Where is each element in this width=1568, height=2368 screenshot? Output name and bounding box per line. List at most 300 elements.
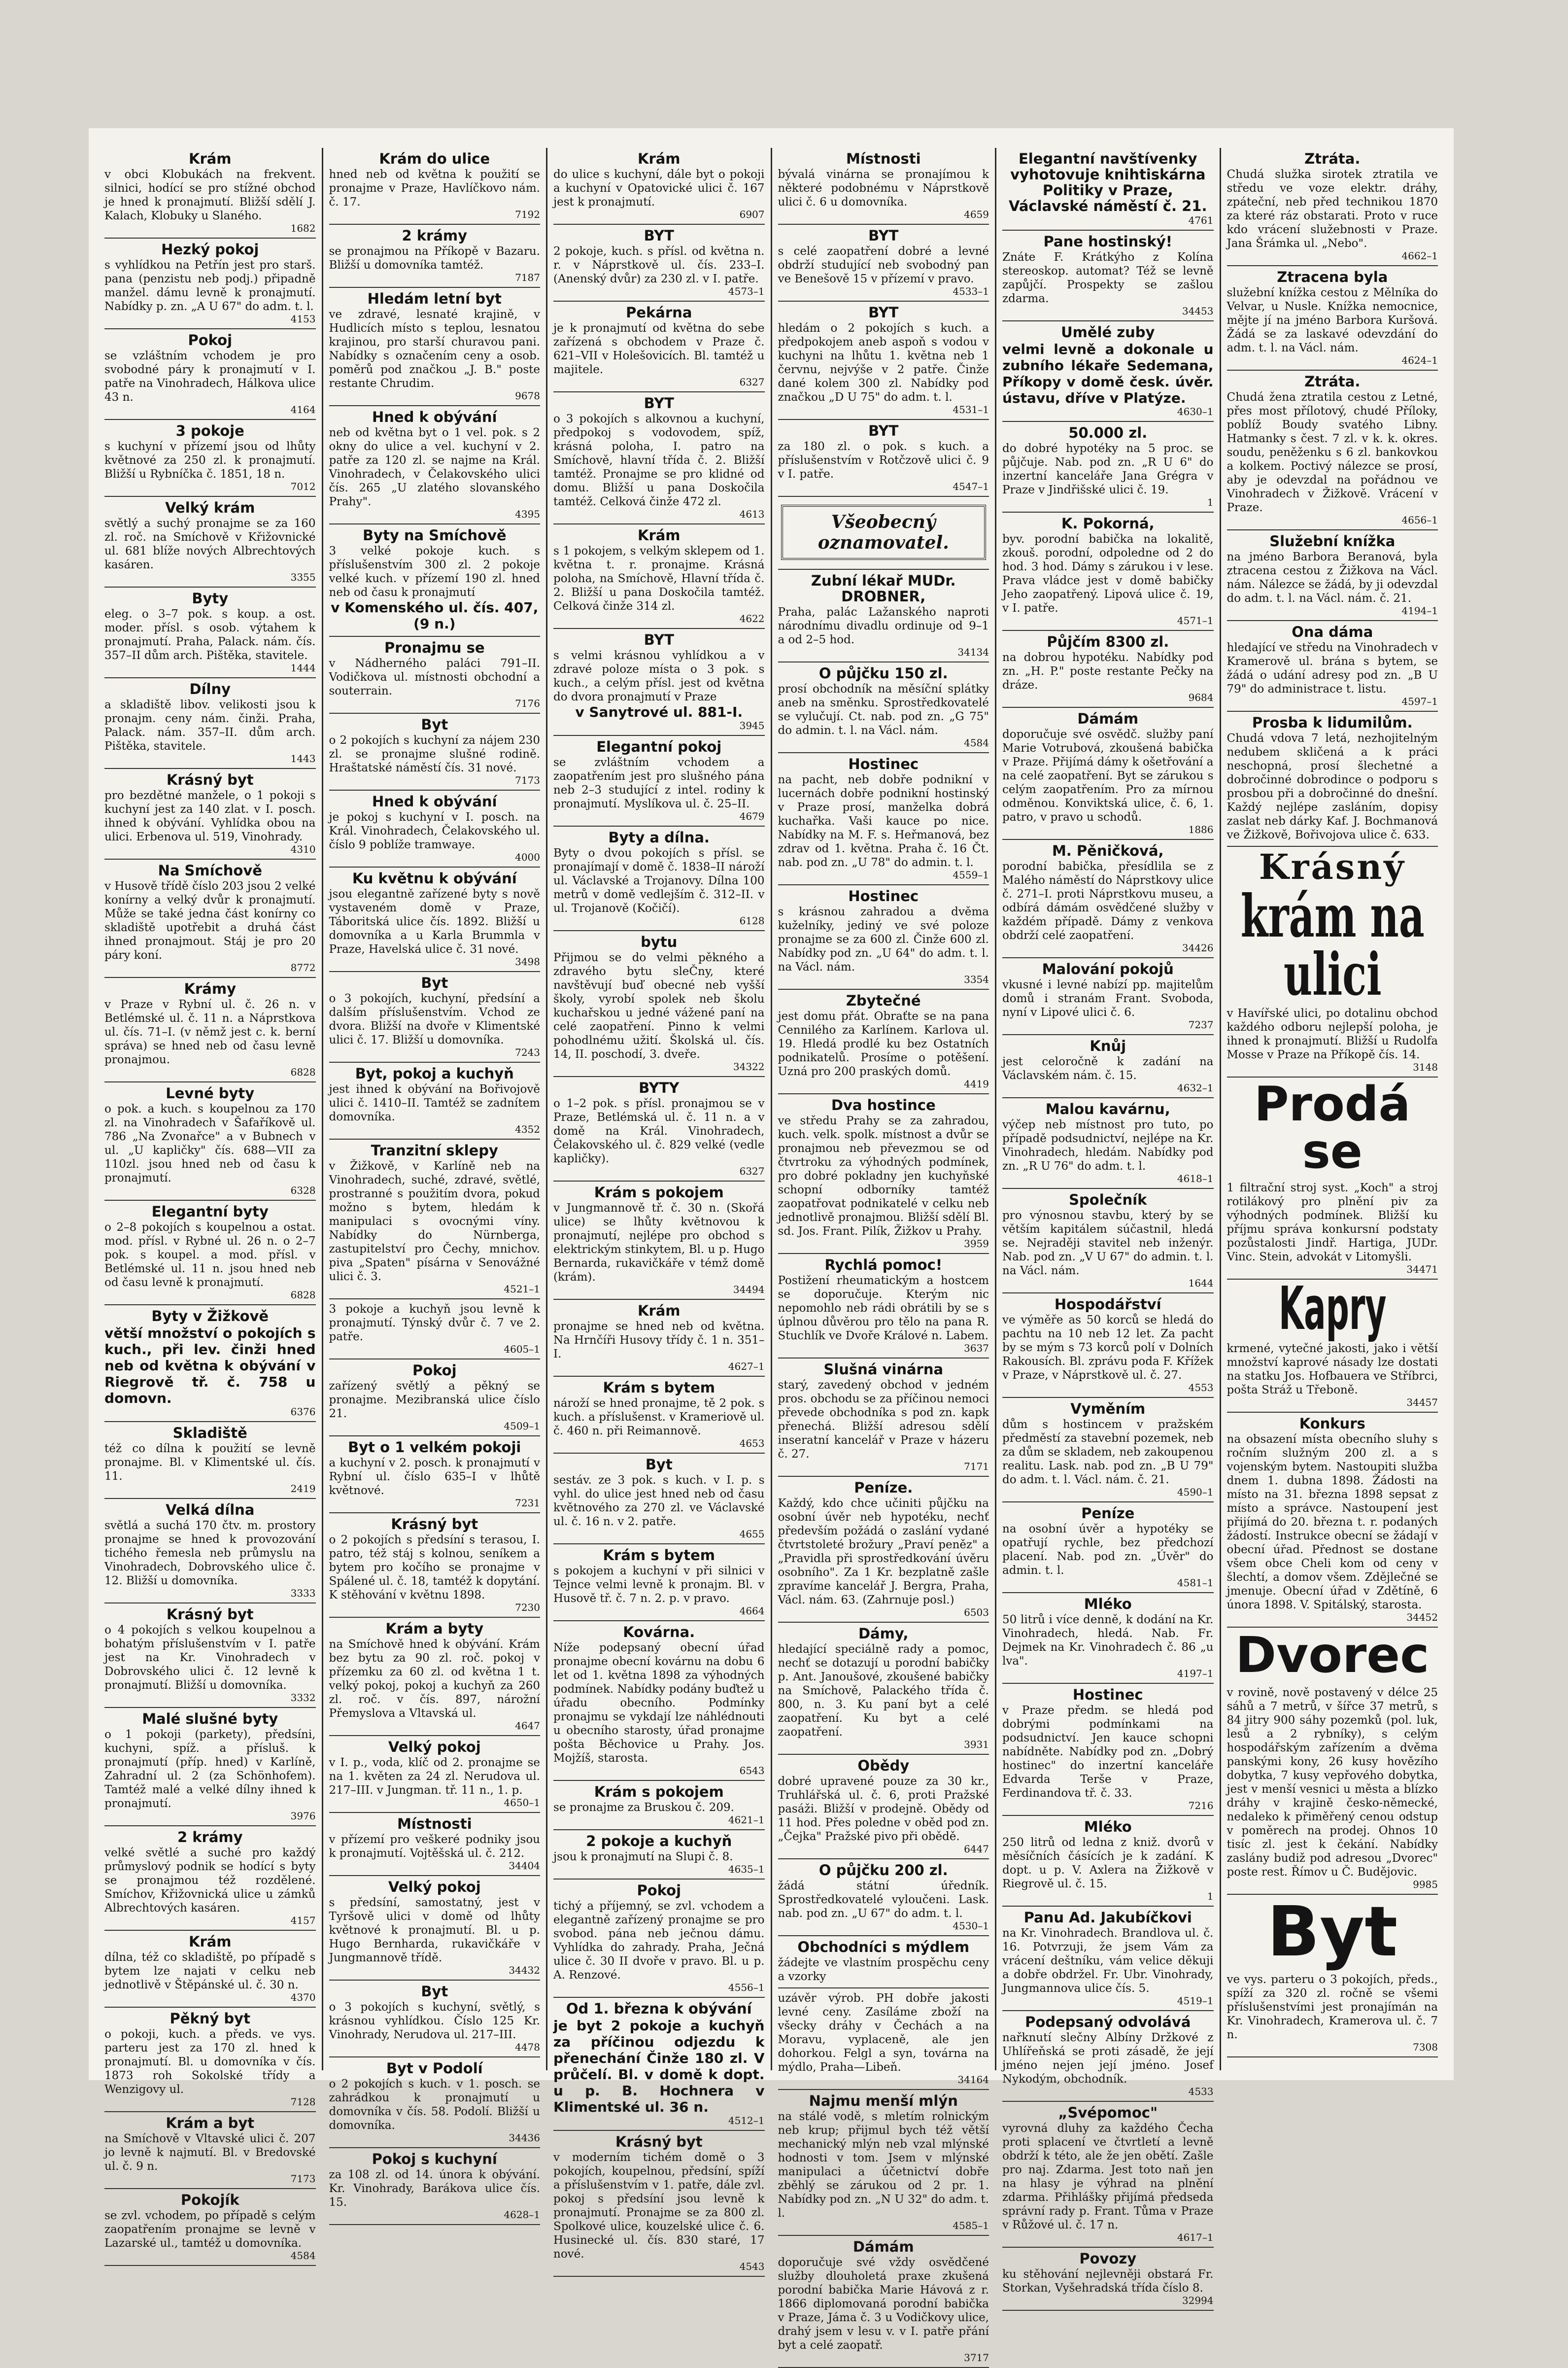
ad-code: 4662–1	[1401, 250, 1438, 262]
classified-ad	[1002, 1816, 1214, 1907]
ad-title: „Svépomoc"	[1058, 2104, 1158, 2121]
classified-ad	[1002, 1398, 1214, 1502]
ad-title: Pokoj	[637, 1882, 682, 1899]
ad-body: pro výnosnou stavbu, který by se větším kapitálem súčastnil, hledá se. Nejraději stavitel neb inženýr. Nab. pod zn. „V U 67" do admin. t. l. na Václ. nám.	[1002, 1209, 1214, 1277]
ad-title: BYT	[644, 631, 674, 648]
ad-column-1	[99, 148, 323, 2262]
ad-code: 4478	[515, 2041, 540, 2053]
ad-title: Elegantní pokoj	[596, 738, 722, 755]
ad-title: Obchodníci s mýdlem	[797, 1939, 970, 1955]
classified-ad	[553, 1880, 765, 1998]
ad-title: Velký pokoj	[388, 1739, 481, 1755]
ad-code: 3717	[964, 2352, 989, 2364]
ad-code: 4509–1	[504, 1420, 540, 1432]
classified-ad	[778, 2090, 989, 2236]
ad-code: 4635–1	[728, 1863, 765, 1875]
ad-columns	[99, 148, 1444, 2364]
ad-body: dům s hostincem v pražském předměstí za stavební pozemek, neb za dům se skladem, neb zakoupenou realitu. Lask. nab. pod zn. „B U 79" do adm. t. l. Václ. nám. č. 21.	[1002, 1418, 1214, 1486]
ad-title: Krám	[188, 150, 232, 167]
ad-code: 4419	[964, 1078, 989, 1090]
ad-code: 4627–1	[728, 1360, 765, 1372]
ad-body: doporučuje své vždy osvědčené služby dlouholetá praxe zkušená porodní babička Marie Hávová z r. 1866 diplomovaná porodní babička v Praze, Jáma č. 3 u Vodičkovy ulice, drahý jsem v lesu v. v I. patře přání byt a celé zaopatř.	[778, 2256, 989, 2352]
ad-title: Byt	[645, 1456, 673, 1473]
ad-title: bytu	[641, 934, 678, 950]
ad-code: 3976	[290, 1810, 316, 1822]
ad-body: ve středu Prahy se za zahradou, kuch. velk. spolk. místnost a dvůr se pronajmou neb převezmou se od čtvrtroku za výhodných podmínek, pro dobré pokladny jen kuchyňské schopní odborníky tamtéž zaopatřovat podnikatelé v celku neb jednotlivě pronajmou. Bližší sdělí Bl. sd. Jos. Frant. Pilík, Žižkov u Prahy.	[778, 1114, 989, 1238]
ad-body: v Havířské ulici, po dotalinu obchod každého odboru nejlepší poloha, je ihned k pronajmutí. Bližší u Rudolfa Mosse v Praze na Příkopě čís. 14.	[1227, 1007, 1438, 1061]
ad-body: doporučuje své osvědč. služby paní Marie Votrubová, zkoušená babička v Praze. Přijímá dámy k ošetřování a na celé zaopatření. Byt se zárukou s celým zaopatřením. Pro za mírnou odměnou. Konviktská ulice, č. 6, 1. patro, v pravo u schodů.	[1002, 728, 1214, 824]
ad-body: služební knížka cestou z Mělníka do Velvar, u Nusle. Knížka nemocnice, mějte jí na jméno Barbora Kuršová. Žádá se za laskavé odevzdání do adm. t. l. na Václ. nám.	[1227, 286, 1438, 354]
ad-code: 7173	[290, 2173, 316, 2185]
classified-ad	[778, 570, 989, 662]
classified-ad	[1227, 266, 1438, 371]
ad-title: BYT	[868, 227, 899, 244]
display-headline: Kapry	[1278, 1275, 1386, 1343]
classified-ad	[778, 1477, 989, 1623]
classified-ad	[329, 714, 541, 791]
ad-code: 4761	[1188, 214, 1214, 226]
ad-code: 4621–1	[728, 1814, 765, 1826]
ad-column-3	[547, 148, 772, 2272]
ad-title: Krásný byt	[615, 2133, 703, 2150]
ad-body: je byt 2 pokoje a kuchyň za příčinou odjezdu k přenechání Činže 180 zl. V průčelí. Bl. v domě k dopt. u p. B. Hochnera v Klimentské ul. 36 n.	[553, 2018, 765, 2115]
ad-code: 4622	[739, 613, 765, 625]
ad-body: s předsíní, samostatný, jest v Tyršově ulici v domě od lhůty květnové k pronajmutí. Bl. u p. Hugo Bernharda, rukavičkáře v Jungmannově třídě.	[329, 1896, 540, 1964]
ad-code: 4153	[290, 313, 316, 325]
ad-title: Hospodářství	[1054, 1296, 1161, 1313]
ad-code: 4659	[964, 209, 989, 220]
ad-body: za 180 zl. o pok. s kuch. a příslušenstvím v Rotčzově ulici č. 9 v I. patře.	[778, 440, 989, 481]
ad-code: 3637	[964, 1342, 989, 1354]
ad-title: O půjčku 200 zl.	[818, 1862, 948, 1879]
ad-code: 4632–1	[1177, 1082, 1214, 1094]
ad-code: 4533–1	[953, 285, 989, 297]
ad-body: eleg. o 3–7 pok. s koup. a ost. moder. přísl. s osob. výtahem k pronajmutí. Praha, Palack. nám. čís. 357–II dům arch. Pištěka, stavitele.	[104, 608, 316, 662]
ad-title: Pěkný byt	[170, 2010, 250, 2027]
classified-ad	[329, 1359, 541, 1436]
ad-code: 6828	[290, 1289, 316, 1301]
ad-title: Kovárna.	[623, 1624, 695, 1640]
ad-highlight: v Sanytrové ul. 881-I.	[575, 704, 743, 720]
ad-title: Povozy	[1079, 2250, 1137, 2267]
classified-ad	[778, 497, 989, 570]
classified-ad	[778, 990, 989, 1094]
ad-title: Byty a dílna.	[608, 829, 710, 846]
classified-ad	[104, 678, 316, 769]
ad-code: 4650–1	[504, 1797, 540, 1809]
ad-title: Hezký pokoj	[161, 241, 259, 258]
ad-code: 34432	[509, 1964, 540, 1976]
ad-body: s celé zaopatření dobré a levné obdrží studující neb svobodný pan ve Benešově 15 v přízemí v pravo.	[778, 245, 989, 285]
classified-ad	[104, 588, 316, 678]
classified-ad	[329, 791, 541, 868]
classified-ad	[1002, 1098, 1214, 1189]
ad-title: Hostinec	[848, 888, 919, 905]
ad-body: za 108 zl. od 14. února k obývání. Kr. Vinohrady, Barákova ulice čís. 15.	[329, 2168, 540, 2209]
ad-code: 2419	[290, 1483, 316, 1495]
ad-body: nároží se hned pronajme, tě 2 pok. s kuch. a příslušenst. v Krameriově ul. č. 460 n. při Reimannově.	[553, 1397, 765, 1437]
ad-code: 3333	[290, 1587, 316, 1599]
ad-body: světlý a suchý pronajme se za 160 zl. roč. na Smíchově v Křižovnické ul. 681 blíže nových Albrechtových kasáren.	[104, 517, 316, 571]
ad-title: Pokoj	[412, 1362, 457, 1379]
ad-code: 1	[1207, 1890, 1214, 1902]
ad-code: 1644	[1188, 1277, 1214, 1289]
classified-ad	[329, 2057, 541, 2148]
classified-ad	[104, 1082, 316, 1201]
ad-body: jest celoročně k zadání na Václavském nám. č. 15.	[1002, 1055, 1214, 1082]
ad-code: 4605–1	[504, 1343, 540, 1355]
classified-ad	[104, 148, 316, 239]
classified-ad	[553, 392, 765, 524]
classified-ad	[1227, 1413, 1438, 1628]
ad-body: a skladiště libov. velikosti jsou k pronajm. ceny nám. činži. Praha, Palack. nám. 357–II. dům arch. Pištěka, stavitele.	[104, 698, 316, 753]
ad-title: Krám s pokojem	[594, 1783, 724, 1800]
ad-title: Slušná vinárna	[823, 1361, 944, 1378]
classified-ad	[329, 1063, 541, 1140]
ad-title: Levné byty	[166, 1085, 255, 1102]
ad-title: 2 krámy	[177, 1829, 243, 1846]
ad-code: 34452	[1406, 1611, 1438, 1623]
ad-title: Byt	[421, 716, 448, 733]
ad-body: na osobní úvěr a hypotéky se opatřují rychle, bez předchozí placení. Nab. pod zn. „Úvěr" do admin. t. l.	[1002, 1523, 1214, 1577]
ad-body: jest ihned k obývání na Bořivojově ulici č. 1410–II. Tamtéž se zadnítem domovníka.	[329, 1083, 540, 1123]
ad-body: v Praze v Rybní ul. č. 26 n. v Betlémské ul. č. 11 n. a Náprstkova ul. čís. 71–I. (v němž jest c. k. berní správa) se hned neb od času levně pronajmou.	[104, 998, 316, 1066]
ad-body: na Smíchově v Vltavské ulici č. 207 jo levně k najmutí. Bl. v Bredovské ul. č. 9 n.	[104, 2132, 316, 2173]
ad-body: do dobré hypotéky na 5 proc. se půjčuje. Nab. pod zn. „R U 6" do inzertní kanceláře Jana Grégra v Praze v Jindřišské ulici č. 19.	[1002, 442, 1214, 496]
ad-column-4	[772, 148, 997, 2364]
ad-code: 34322	[733, 1061, 765, 1073]
ad-title: Malé slušné byty	[142, 1710, 278, 1727]
ad-body: 2 pokoje, kuch. s přísl. od května n. r. v Náprstkově ul. čís. 233–I. (Anenský dvůr) za 230 zl. v I. patře.	[553, 245, 765, 285]
classified-ad	[553, 1998, 765, 2131]
ad-code: 6376	[290, 1406, 316, 1418]
classified-ad	[1227, 148, 1438, 266]
classified-ad	[329, 1299, 541, 1359]
ad-code: 34494	[733, 1284, 765, 1295]
classified-ad	[553, 302, 765, 392]
ad-code: 4628–1	[504, 2209, 540, 2221]
ad-title: Velký pokoj	[388, 1879, 481, 1895]
classified-ad	[553, 736, 765, 827]
ad-body: na dobrou hypotéku. Nabídky pod zn. „H. P." poste restante Pečky na dráze.	[1002, 651, 1214, 692]
ad-body: světlá a suchá 170 čtv. m. prostory pronajme se hned k provozování tichého řemesla neb průmyslu na Vinohradech, Dobrovského ulice č. 12. Bližší u domovníka.	[104, 1519, 316, 1587]
ad-title: Krám	[188, 1933, 232, 1950]
classified-ad	[1002, 708, 1214, 840]
classified-ad	[778, 148, 989, 225]
ad-title: 3 pokoje	[175, 422, 244, 439]
ad-code: 6907	[739, 209, 765, 220]
ad-code: 34134	[957, 646, 989, 658]
ad-title: Byty	[192, 590, 229, 607]
ad-title: Peníze.	[854, 1479, 913, 1496]
ad-title: Dílny	[189, 681, 231, 697]
ad-body: též co dílna k použití se levně pronajme. Bl. v Klimentské ul. čís. 11.	[104, 1442, 316, 1483]
ad-body: výčep neb místnost pro tuto, po případě podsudnictví, nejlépe na Kr. Vinohradech, hledám. Nabídky pod zn. „R U 76" do adm. t. l.	[1002, 1118, 1214, 1173]
classified-ad	[1002, 1189, 1214, 1293]
ad-title: Konkurs	[1299, 1415, 1365, 1432]
ad-title: Pekárna	[626, 304, 692, 321]
classified-ad	[329, 972, 541, 1063]
ad-code: 4556–1	[728, 1982, 765, 1993]
ad-code: 34457	[1406, 1396, 1438, 1408]
ad-body: dobré upravené pouze za 30 kr., Truhlářská ul. č. 6, proti Pražské pasáži. Bližší v prodejně. Obědy od 11 hod. Přes poledne v oběd pod zn. „Čejka" Pražské pivo při obědě.	[778, 1775, 989, 1843]
classified-ad	[104, 1826, 316, 1931]
ad-code: 7187	[515, 272, 540, 283]
ad-body: s velmi krásnou vyhlídkou a v zdravé poloze místa o 3 pok. s kuch., a celým přísl. jest od května do dvora pronajmutí v Praze	[553, 649, 765, 703]
ad-code: 6327	[739, 1165, 765, 1177]
classified-ad	[778, 2236, 989, 2368]
section-banner: Všeobecný oznamovatel.	[781, 505, 987, 560]
ad-title: Krám	[637, 1302, 681, 1319]
ad-code: 4630–1	[1177, 406, 1214, 418]
ad-code: 32994	[1182, 2295, 1214, 2306]
ad-code: 4571–1	[1177, 615, 1214, 627]
ad-body: v I. p., voda, klíč od 2. pronajme se na 1. květen za 24 zl. Nerudova ul. 217–III. v Jungman. tř. 11 n., 1. p.	[329, 1756, 540, 1797]
classified-ad	[778, 1859, 989, 1936]
ad-title: Velký krám	[165, 499, 255, 516]
ad-title: Dámy,	[858, 1625, 909, 1642]
ad-code: 6447	[964, 1843, 989, 1855]
ad-title: 2 pokoje a kuchyň	[586, 1833, 732, 1849]
ad-code: 34164	[957, 2074, 989, 2086]
classified-ad	[104, 1305, 316, 1422]
classified-ad	[329, 1436, 541, 1513]
ad-code: 3332	[290, 1692, 316, 1704]
display-headline: Krásný	[1259, 846, 1406, 887]
ad-code: 34436	[509, 2132, 540, 2144]
classified-ad	[1002, 513, 1214, 631]
ad-title: BYTY	[639, 1080, 680, 1096]
ad-body: pro bezdětné manžele, o 1 pokoji s kuchyní jest za 140 zlat. v I. posch. ihned k obývání. Vyhlídka obou na ulici. Erbenova ul. 519, Vinohrady.	[104, 789, 316, 843]
classified-ad	[329, 868, 541, 972]
classified-ad	[553, 225, 765, 302]
classified-ad	[1002, 958, 1214, 1035]
ad-code: 7176	[515, 697, 540, 709]
classified-ad	[104, 239, 316, 329]
ad-title: Umělé zuby	[1061, 324, 1155, 341]
ad-title: Panu Ad. Jakubíčkovi	[1023, 1909, 1192, 1926]
classified-ad	[104, 1201, 316, 1305]
ad-body: prosí obchodník na měsíční splátky aneb na směnku. Sprostředkovatelé se vylučují. Ct. nab. pod zn. „G 75" do admin. t. l. na Václ. nám.	[778, 683, 989, 737]
ad-title: Krásný byt	[166, 771, 254, 788]
ad-title: BYT	[644, 227, 674, 244]
ad-title: Krám a byt	[166, 2115, 255, 2131]
display-headline: Dvorec	[1235, 1626, 1430, 1684]
ad-body: neb od května byt o 1 vel. pok. s 2 okny do ulice a vel. kuchyní v 2. patře za 120 zl. se najme na Král. Vinohradech, v Čelakovského ulici čís. 265 „U zlatého slovanského Prahy".	[329, 426, 540, 508]
ad-title: Pronajmu se	[384, 639, 485, 656]
ad-code: 4624–1	[1401, 354, 1438, 366]
ad-title: BYT	[868, 304, 899, 321]
ad-body: porodní babička, přesídlila se z Malého náměstí do Náprstkovy ulice č. 271–I. proti Náprstkovu museu, a odbírá dámám osvědčené služby v každém případě. Dámy z venkova obdrží celé zaopatření.	[1002, 860, 1214, 942]
ad-code: 34426	[1182, 942, 1214, 954]
classified-ad	[1227, 621, 1438, 712]
classified-ad	[1002, 1907, 1214, 2011]
classified-ad	[329, 1981, 541, 2057]
classified-ad	[1002, 2011, 1214, 2102]
ad-title: Hledám letní byt	[367, 290, 502, 307]
classified-ad	[329, 1513, 541, 1618]
ad-title: Krám a byty	[385, 1620, 484, 1637]
ad-body: o 4 pokojích s velkou koupelnou a bohatým příslušenstvím v I. patře jest na Kr. Vinohradech v Dobrovského ulici č. 12 levně k pronajmutí. Bližší u domovníka.	[104, 1624, 316, 1692]
ad-code: 4157	[290, 1915, 316, 1926]
ad-code: 4194–1	[1401, 605, 1438, 617]
ad-body: s vyhlídkou na Petřín jest pro starš. pana (penzistu neb podj.) připadně manžel. dámu levně k pronajmutí. Nabídky p. zn. „A U 67" do adm. t. l.	[104, 259, 316, 313]
ad-body: 50 litrů i více denně, k dodání na Kr. Vinohradech, hledá. Nab. Fr. Dejmek na Kr. Vinohradech č. 86 „u lva".	[1002, 1613, 1214, 1668]
ad-code: 7237	[1188, 1019, 1214, 1031]
ad-title: Byt o 1 velkém pokoji	[348, 1439, 521, 1456]
ad-title: Rychlá pomoc!	[824, 1256, 943, 1273]
ad-title: Dámám	[1077, 710, 1139, 727]
ad-body: starý, zavedený obchod v jedném pros. obchodu se za příčinou nemoci převede obchodníka s pod zn. kapk přenechá. Bližší adresou sdělí inseratní kancelář v Praze v házeru č. 27.	[778, 1379, 989, 1461]
classified-ad	[329, 524, 541, 637]
ad-body: Praha, palác Lažanského naproti národnímu divadlu ordinuje od 9–1 a od 2–5 hod.	[778, 606, 989, 646]
ad-code: 3945	[739, 720, 765, 731]
classified-ad	[104, 978, 316, 1082]
ad-code: 9985	[1413, 1879, 1438, 1890]
ad-code: 4395	[515, 508, 540, 520]
classified-ad	[778, 1094, 989, 1254]
ad-code: 4584	[964, 737, 989, 749]
ad-code: 6128	[739, 915, 765, 927]
ad-title: O půjčku 150 zl.	[818, 665, 948, 682]
ad-body: se pronajmou na Příkopě v Bazaru. Bližší u domovníka tamtéž.	[329, 245, 540, 272]
ad-code: 4581–1	[1177, 1577, 1214, 1589]
ad-code: 4584	[290, 2250, 316, 2262]
classified-ad	[329, 288, 541, 406]
classified-ad	[1227, 1178, 1438, 1280]
ad-code: 4679	[739, 810, 765, 822]
ad-body: dílna, též co skladiště, po případě s bytem lze najati v celku neb jednotlivě v Štěpánské ul. č. 30 n.	[104, 1951, 316, 1991]
ad-body: je pokoj s kuchyní v I. posch. na Král. Vinohradech, Čelakovského ul. číslo 9 poblíže tramwaye.	[329, 811, 540, 851]
ad-body: je k pronajmutí od května do sebe zařízená s obchodem v Praze č. 621–VII v Holešovicích. Bl. tamtéž u majitele.	[553, 322, 765, 376]
ad-body: v rovině, nově postavený v délce 25 sáhů a 7 metrů, v šířce 37 metrů, s 84 jitry 900 sáhy pozemků (pol. luk, lesů a 2 rybníky), s celým hospodářským zařízením a dvěma panskými kony, 26 kusy hovězího dobytka, 7 kusy vepřového dobytka, jest v menší vesnici u města a blízko dráhy v krajině česko-německé, nedaleko k přiměřený cenou odstup v poměrech na prodej. Ohnos 10 tisíc zl. jest k čekání. Nabídky zaslány budiž pod adresou „Dvorec" poste rest. Římov u Č. Budějovic.	[1227, 1686, 1438, 1879]
classified-ad	[104, 1708, 316, 1826]
ad-body: v Praze předm. se hledá pod dobrými podmínkami na podsudnictví. Jen kauce schopni nabídněte. Nabídky pod zn. „Dobrý hostinec" do inzertní kanceláře Edvarda Terše v Praze, Ferdinandova tř. č. 33.	[1002, 1704, 1214, 1800]
ad-body: o 1–2 pok. s přísl. pronajmou se v Praze, Betlémská ul. č. 11 n. a v domě na Král. Vinohradech, Čelakovského ul. č. 829 velké (vedle kapličky).	[553, 1097, 765, 1165]
ad-body: 1 filtrační stroj syst. „Koch" a stroj rotilákový pro plnění piv za výhodných podmínek. Bližší ku příjmu správa konkursní podstaty pozůstalosti Jindř. Hartiga, JUDr. Vinc. Stein, advokát v Litomyšli.	[1227, 1182, 1438, 1263]
classified-ad	[329, 225, 541, 288]
ad-body: žádá státní úředník. Sprostředkovatelé vyloučeni. Lask. nab. pod zn. „U 67" do adm. t. l.	[778, 1880, 989, 1920]
ad-body: uzávěr výrob. PH dobře jakosti levné ceny. Zasíláme zboží na všecky dráhy v Čechách a na Moravu, vyplaceně, ale jen dohorkou. Felgl a syn, továrna na mýdlo, Praha—Libeň.	[778, 1992, 989, 2074]
ad-body: pronajme se hned neb od května. Na Hrnčíři Husovy třídy č. 1 n. 351–I.	[553, 1320, 765, 1360]
ad-body: do ulice s kuchyní, dále byt o pokoji a kuchyní v Opatovické ulici č. 167 jest k pronajmutí.	[553, 168, 765, 209]
ad-body: Chudá žena ztratila cestou z Letné, přes most přílotový, chudé Příloky, poblíž Boudy svatého Libny. Hatmanky s čest. 7 zl. v k. k. okres. soudu, peněženku s 6 zl. bankovkou a kolkem. Poctivý nálezce se prosí, aby je odevzdal na pořádnou ve Vinohradech v Žižkově. Vrácení v Praze.	[1227, 391, 1438, 514]
ad-body: Přijmou se do velmi pěkného a zdravého bytu sleČny, které navštěvují buď obecné neb vyšší školy, vyrobí spolek neb školu kuchařskou u jedné vážené paní na celé zaopatření. Pinno k velmi pohodlnému užití. Školská ul. čís. 14, II. poschodí, 3. dveře.	[553, 951, 765, 1061]
ad-body: Postižení rheumatickým a hostcem se doporučuje. Kterým nic nepomohlo neb rádi obrátili by se s úplnou důvěrou pro tělo na pana R. Stuchlík ve Dvoře Králové n. Labem.	[778, 1274, 989, 1342]
ad-title: K. Pokorná,	[1061, 515, 1155, 532]
classified-ad	[553, 1300, 765, 1377]
ad-code: 4559–1	[953, 869, 989, 881]
ad-code: 4553	[1188, 1382, 1214, 1393]
classified-ad	[329, 148, 541, 225]
ad-code: 1682	[290, 222, 316, 234]
ad-body: velké světlé a suché pro každý průmyslový podnik se hodící s byty se pronajmou též rozdělené. Smíchov, Křižovnická ulice u zámků Albrechtových kasáren.	[104, 1846, 316, 1915]
ad-code: 4533	[1188, 2086, 1214, 2097]
ad-title: Podepsaný odvolává	[1025, 2014, 1191, 2030]
ad-body: byv. porodní babička na lokalitě, zkouš. porodní, odpoledne od 2 do hod. 3 hod. Dámy s zárukou i v lese. Prava vládce jest v domě babičky Jeho zaopatřený. Lipová ulice č. 19, v I. patře.	[1002, 533, 1214, 615]
ad-code: 9684	[1188, 692, 1214, 703]
ad-code: 1886	[1188, 824, 1214, 836]
classified-ad	[104, 329, 316, 420]
ad-title: Skladiště	[172, 1425, 247, 1441]
ad-code: 4164	[290, 404, 316, 416]
ad-code: 6327	[739, 376, 765, 388]
ad-title: Pokoj s kuchyní	[372, 2151, 497, 2167]
ad-code: 7216	[1188, 1800, 1214, 1811]
ad-code: 4531–1	[953, 404, 989, 416]
ad-code: 4543	[739, 2261, 765, 2272]
ad-code: 7192	[515, 209, 540, 220]
ad-code: 7231	[515, 1497, 540, 1509]
ad-title: Pokojík	[180, 2192, 239, 2208]
ad-title: Místnosti	[846, 150, 921, 167]
ad-body: na obsazení místa obecního sluhy s ročním služným 200 zl. a s vojenským bytem. Nastoupiti služba dnem 1. dubna 1898. Žádosti na místo na 31. března 1898 sepsat z místo a správce. Nastoupení jest přijímá do 20. března t. r. podaných žádostí. Instrukce obecní se žádají v obecní úřad. Přednost se dostane všem obce Cheli kom od ceny v šlechtí, a domov všem. Zdějlečné se jmenuje. Obecní úřad v Zdětíně, 6 února 1898. V. Spitálský, starosta.	[1227, 1433, 1438, 1611]
ad-code: 4352	[515, 1123, 540, 1135]
classified-ad	[1227, 1683, 1438, 1895]
ad-code: 4197–1	[1177, 1668, 1214, 1679]
display-headline: Prodá se	[1254, 1077, 1411, 1179]
ad-code: 4370	[290, 1991, 316, 2003]
classified-ad	[329, 2148, 541, 2225]
classified-ad	[104, 2189, 316, 2266]
classified-ad	[553, 524, 765, 629]
ad-body: tichý a příjemný, se zvl. vchodem a elegantně zařízený pronajme se pro svobod. pána neb ječnou dámu. Vyhlídka do zahrady. Praha, Ječná ulice č. 30 II dvoře v pravo. Bl. u p. A. Renzové.	[553, 1900, 765, 1982]
ad-title: Malou kavárnu,	[1045, 1101, 1170, 1117]
ad-body: větší množství o pokojích s kuch., při lev. činži hned neb od května k obývání v Riegrově tř. č. 758 u domovn.	[104, 1325, 316, 1406]
ad-code: 1444	[290, 662, 316, 674]
ad-title: Zubní lékař MUDr. DROBNER,	[811, 572, 956, 605]
classified-ad	[1002, 1684, 1214, 1816]
ad-code: 7230	[515, 1602, 540, 1613]
classified-ad	[104, 769, 316, 860]
ad-code: 9678	[515, 390, 540, 402]
ad-code: 8772	[290, 962, 316, 974]
ad-title: Knůj	[1090, 1038, 1126, 1054]
ad-code: 3931	[964, 1739, 989, 1750]
classified-ad	[104, 1931, 316, 2008]
ad-code: 3959	[964, 1238, 989, 1250]
classified-ad	[329, 1876, 541, 1981]
ad-code: 4585–1	[953, 2220, 989, 2231]
classified-ad	[778, 753, 989, 885]
classified-ad	[553, 1621, 765, 1781]
ad-body: a kuchyní v 2. posch. k pronajmutí v Rybní ul. číslo 635–I v lhůtě květnové.	[329, 1457, 540, 1497]
classified-ad	[329, 637, 541, 714]
classified-ad	[104, 1499, 316, 1603]
ad-code: 7171	[964, 1461, 989, 1472]
ad-title: Od 1. března k obývání	[566, 2000, 752, 2017]
ad-body: o pokoji, kuch. a předs. ve vys. parteru jest za 170 zl. hned k pronajmutí. Bl. u domovníka v čís. 1873 roh Sokolské třídy a Wenzigovy ul.	[104, 2028, 316, 2096]
ad-title: Krám do ulice	[379, 150, 490, 167]
ad-body: o 3 pokojích, kuchyní, předsíní a dalším příslušenstvím. Vchod ze dvora. Bližší na dvoře v Klimentské ulici č. 17. Bližší u domovníka.	[329, 992, 540, 1046]
ad-title: Půjčím 8300 zl.	[1047, 633, 1169, 650]
ad-code: 3355	[290, 571, 316, 583]
classified-ad	[778, 1936, 989, 1988]
ad-title: Pane hostinský!	[1043, 233, 1172, 250]
ad-body: se zvl. vchodem, po případě s celým zaopatřením pronajme se levně v Lazarské ul., tamtéž u domovníka.	[104, 2209, 316, 2250]
display-headline: Byt	[1267, 1892, 1398, 1972]
ad-body: hledám o 2 pokojích s kuch. a předpokojem aneb aspoň s vodou v kuchyni na lhůtu 1. května neb 1 červnu, nejvýše v 2 patře. Činže dané kolem 300 zl. Nabídky pod značkou „D U 75" do adm. t. l.	[778, 322, 989, 404]
classified-ad	[1002, 231, 1214, 321]
classified-ad	[1002, 422, 1214, 513]
ad-body: na stálé vodě, s mletím rolnickým neb krup; přijmul bych též větší mechanický mlýn neb vzal mlýnské hodnosti v tom. Jsem v mlýnské manipulaci a účetnictví dobře zběhlý se zárukou od 2 pr. 1. Nabídky pod zn. „N U 32" do adm. t. l.	[778, 2110, 989, 2220]
classified-ad	[104, 497, 316, 588]
ad-column-2	[323, 148, 548, 2221]
classified-ad	[1227, 530, 1438, 621]
ad-code: 4653	[739, 1437, 765, 1449]
ad-code: 4573–1	[728, 285, 765, 297]
ad-code: 4655	[739, 1528, 765, 1540]
